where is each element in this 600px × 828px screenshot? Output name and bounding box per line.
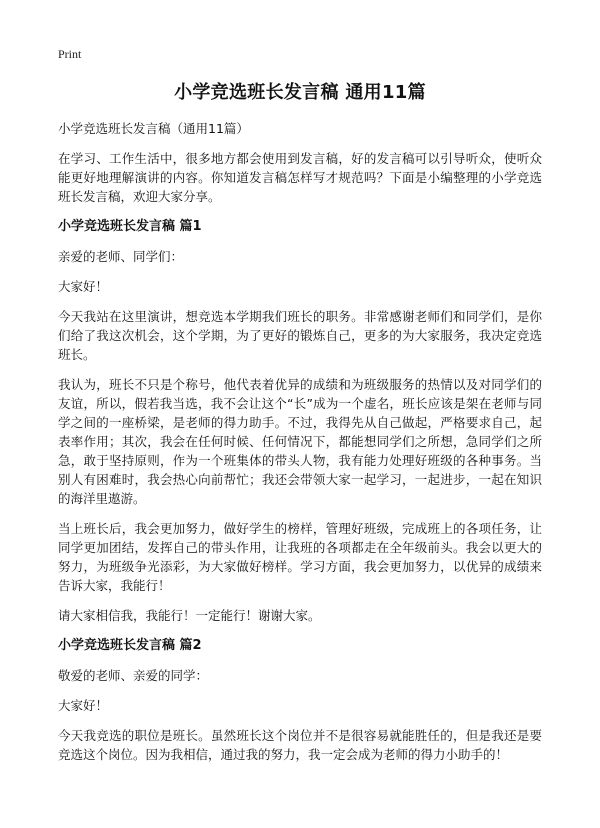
document-body (58, 119, 542, 775)
hello-paragraph: 大家好！ (58, 698, 109, 713)
section-heading-2: 小学竞选班长发言稿 篇2 (58, 638, 202, 653)
document-subtitle: 小学竞选班长发言稿（通用11篇） (58, 121, 249, 136)
print-link[interactable]: Print (58, 47, 82, 61)
body-paragraph: 当上班长后，我会更加努力，做好学生的榜样，管理好班级，完成班上的各项任务，让同学更加团结，发挥自己的带头作用，让我班的各项都走在全年级前头。我会以更大的努力，为班级争光添彩，为大家做好榜样。学习方面，我会更加努力，以优异的成绩来告诉大家，我能行！ (58, 521, 542, 593)
page-title: 小学竞选班长发言稿 通用11篇 (174, 82, 426, 103)
intro-paragraph: 在学习、工作生活中，很多地方都会使用到发言稿，好的发言稿可以引导听众，使听众能更好地理解演讲的内容。你知道发言稿怎样写才规范吗？下面是小编整理的小学竞选班长发言稿，欢迎大家分享。 (58, 151, 542, 204)
body-paragraph: 今天我站在这里演讲，想竞选本学期我们班长的职务。非常感谢老师们和同学们，是你们给了我这次机会，这个学期，为了更好的锻炼自己，更多的为大家服务，我决定竞选班长。 (58, 309, 542, 362)
greeting-paragraph: 敬爱的老师、亲爱的同学： (58, 668, 209, 683)
closing-paragraph: 请大家相信我，我能行！一定能行！谢谢大家。 (58, 608, 321, 623)
body-paragraph: 今天我竞选的职位是班长。虽然班长这个岗位并不是很容易就能胜任的，但是我还是要竞选这个岗位。因为我相信，通过我的努力，我一定会成为老师的得力小助手的！ (58, 728, 542, 762)
body-paragraph: 我认为，班长不只是个称号，他代表着优异的成绩和为班级服务的热情以及对同学们的友谊，所以，假若我当选，我不会让这个“长”成为一个虚名，班长应该是架在老师与同学之间的一座桥梁，是老师的得力助手。不过，我得先从自己做起，严格要求自己，起表率作用；其次，我会在任何时候、任何情况下，都能想同学们之所想，急同学们之所急，敢于坚持原则，作为一个班集体的带头人物，我有能力处理好班级的各种事务。当别人有困难时，我会热心向前帮忙；我还会带领大家一起学习，一起进步，一起在知识的海洋里遨游。 (58, 377, 542, 506)
section-heading-1: 小学竞选班长发言稿 篇1 (58, 219, 202, 234)
greeting-paragraph: 亲爱的老师、同学们： (58, 249, 184, 264)
hello-paragraph: 大家好！ (58, 279, 109, 294)
